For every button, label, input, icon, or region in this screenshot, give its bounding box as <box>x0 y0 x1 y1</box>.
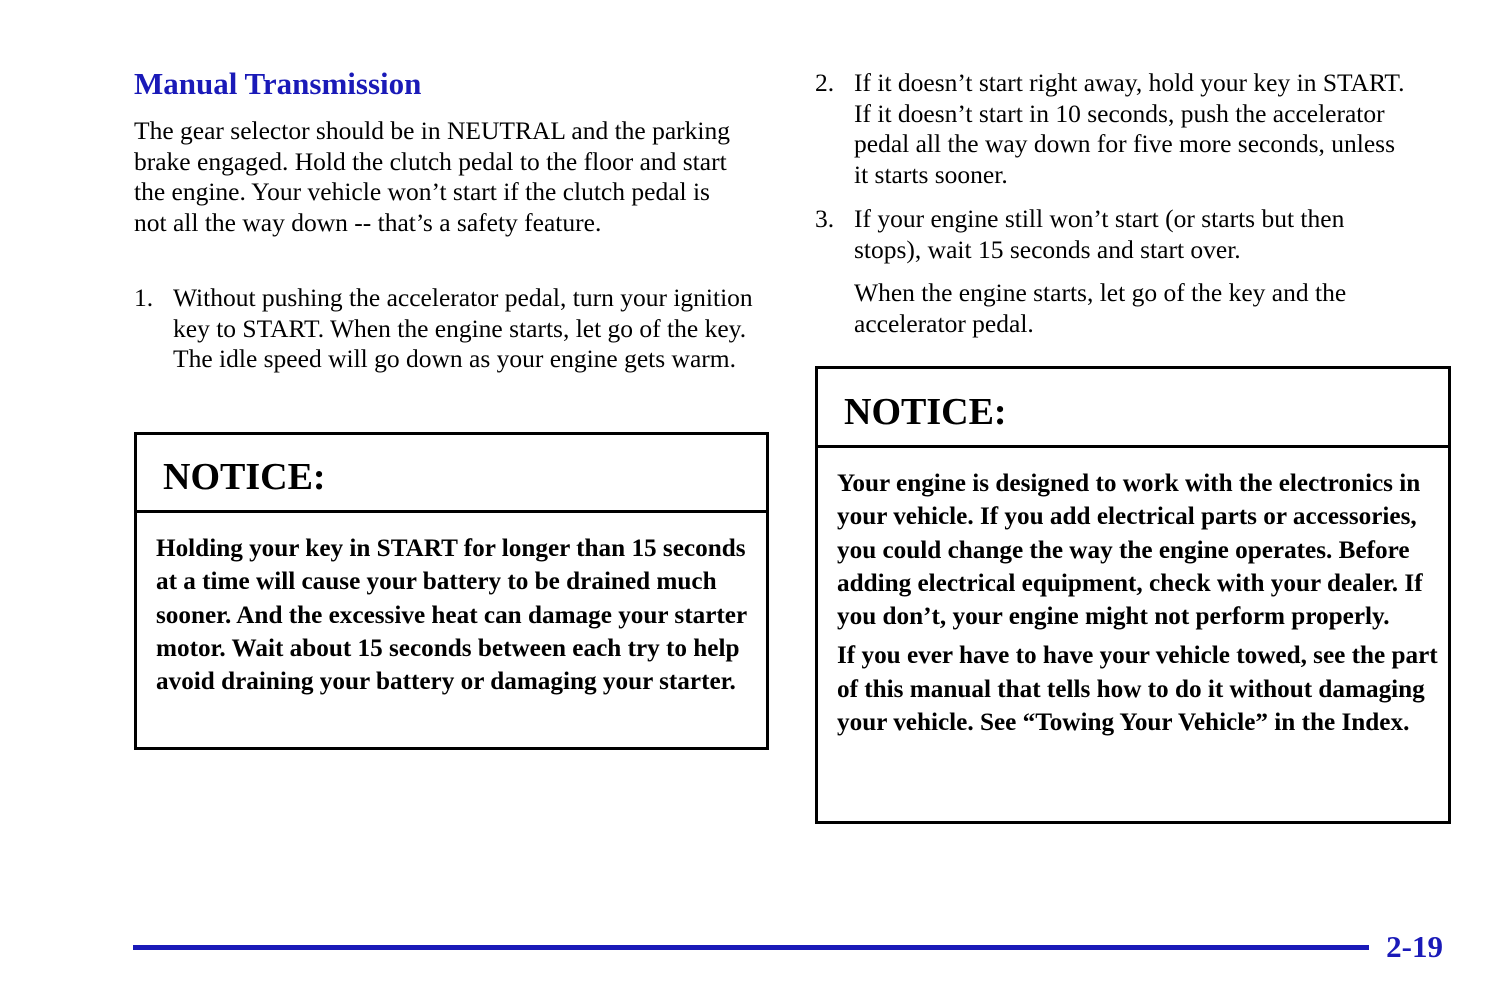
notice-paragraph: If you ever have to have your vehicle towed, see the part of this manual that tells how to do it without damaging your vehicle. See “Towing Your Vehicle” in the Index. <box>837 642 1438 737</box>
follow-up-paragraph: When the engine starts, let go of the key and the accelerator pedal. <box>854 278 1347 338</box>
step-number: 1. <box>134 283 154 312</box>
notice-heading: NOTICE: <box>818 369 1448 448</box>
notice-paragraph: Your engine is designed to work with the electronics in your vehicle. If you add electrical parts or accessories, you could change the way the engine operates. Before adding electrical equipment, check with your dealer. If you don’t, your engine might not perform properly. <box>837 470 1423 631</box>
step-text: If your engine still won’t start (or starts but then stops), wait 15 seconds and start over. <box>854 204 1345 264</box>
step-3 <box>815 204 1415 265</box>
notice-body <box>818 448 1448 739</box>
notice-box-electronics <box>815 366 1451 824</box>
step-number: 3. <box>815 204 835 233</box>
notice-paragraph: Holding your key in START for longer than 15 seconds at a time will cause your battery to be drained much sooner. And the excessive heat can damage your starter motor. Wait about 15 seconds between each try to help avoid draining your battery or damaging your starter. <box>156 535 747 696</box>
page-number: 2-19 <box>1386 929 1443 964</box>
step-1 <box>134 283 754 375</box>
step-text: Without pushing the accelerator pedal, turn your ignition key to START. When the engine starts, let go of the key. The idle speed will go down as your engine gets warm. <box>173 283 753 373</box>
step-number: 2. <box>815 68 835 97</box>
footer-rule <box>133 945 1369 950</box>
notice-heading: NOTICE: <box>137 435 766 513</box>
notice-box-battery <box>134 432 769 750</box>
step-2 <box>815 68 1415 190</box>
notice-body <box>137 513 766 698</box>
section-title: Manual Transmission <box>134 66 422 101</box>
step-text: If it doesn’t start right away, hold your key in START. If it doesn’t start in 10 seconds, push the accelerator pedal all the way down for five more seconds, unless it starts sooner. <box>854 68 1405 189</box>
intro-paragraph: The gear selector should be in NEUTRAL and the parking brake engaged. Hold the clutch pedal to the floor and start the engine. Your vehicle won’t start if the clutch pedal is not all the way down -- that’s a safety feature. <box>134 116 731 237</box>
